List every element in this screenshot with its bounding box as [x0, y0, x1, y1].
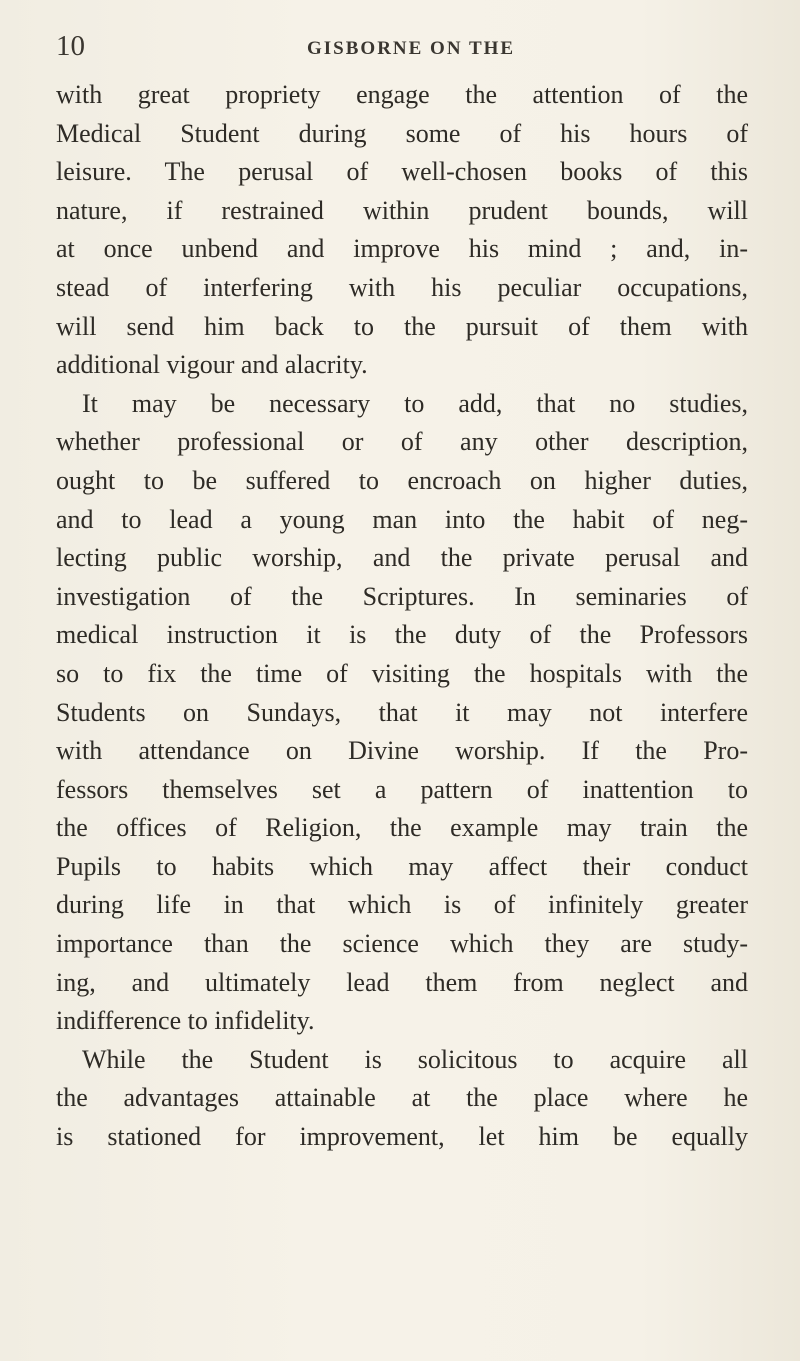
text-line: importance than the science which they are study-	[56, 929, 748, 959]
text-line: investigation of the Scriptures. In seminaries of	[56, 581, 748, 611]
text-line: during life in that which is of infinitely greater	[56, 890, 748, 920]
text-line: Pupils to habits which may affect their conduct	[56, 851, 748, 881]
text-line: indifference to infidelity.	[56, 1006, 315, 1036]
text-line: with attendance on Divine worship. If the Pro-	[56, 736, 748, 766]
text-line: at once unbend and improve his mind ; and, in-	[56, 234, 748, 264]
text-line: lecting public worship, and the private perusal and	[56, 543, 748, 573]
text-line: Students on Sundays, that it may not interfere	[56, 697, 748, 727]
text-line: It may be necessary to add, that no studies,	[82, 388, 748, 418]
text-line: fessors themselves set a pattern of inattention to	[56, 774, 748, 804]
text-line: additional vigour and alacrity.	[56, 350, 368, 380]
text-line: leisure. The perusal of well-chosen books of this	[56, 157, 748, 187]
text-line: the offices of Religion, the example may train the	[56, 813, 748, 843]
text-line: is stationed for improvement, let him be equally	[56, 1122, 748, 1152]
running-head: GISBORNE ON THE	[307, 38, 516, 59]
text-line: ing, and ultimately lead them from neglect and	[56, 967, 748, 997]
text-line: ought to be suffered to encroach on higher duties,	[56, 465, 748, 495]
text-line: will send him back to the pursuit of them with	[56, 311, 748, 341]
page-number: 10	[56, 30, 85, 62]
page-header	[56, 30, 756, 70]
text-line: whether professional or of any other description,	[56, 427, 748, 457]
text-line: the advantages attainable at the place where he	[56, 1083, 748, 1113]
text-line: While the Student is solicitous to acquire all	[82, 1044, 748, 1074]
text-line: medical instruction it is the duty of the Professors	[56, 620, 748, 650]
text-line: with great propriety engage the attention of the	[56, 80, 748, 109]
text-line: stead of interfering with his peculiar occupations,	[56, 272, 748, 302]
text-line: so to fix the time of visiting the hospitals with the	[56, 658, 748, 688]
text-line: and to lead a young man into the habit of neg-	[56, 504, 748, 534]
body-text	[56, 76, 748, 1157]
text-line: nature, if restrained within prudent bounds, will	[56, 195, 748, 225]
text-line: Medical Student during some of his hours of	[56, 118, 748, 148]
